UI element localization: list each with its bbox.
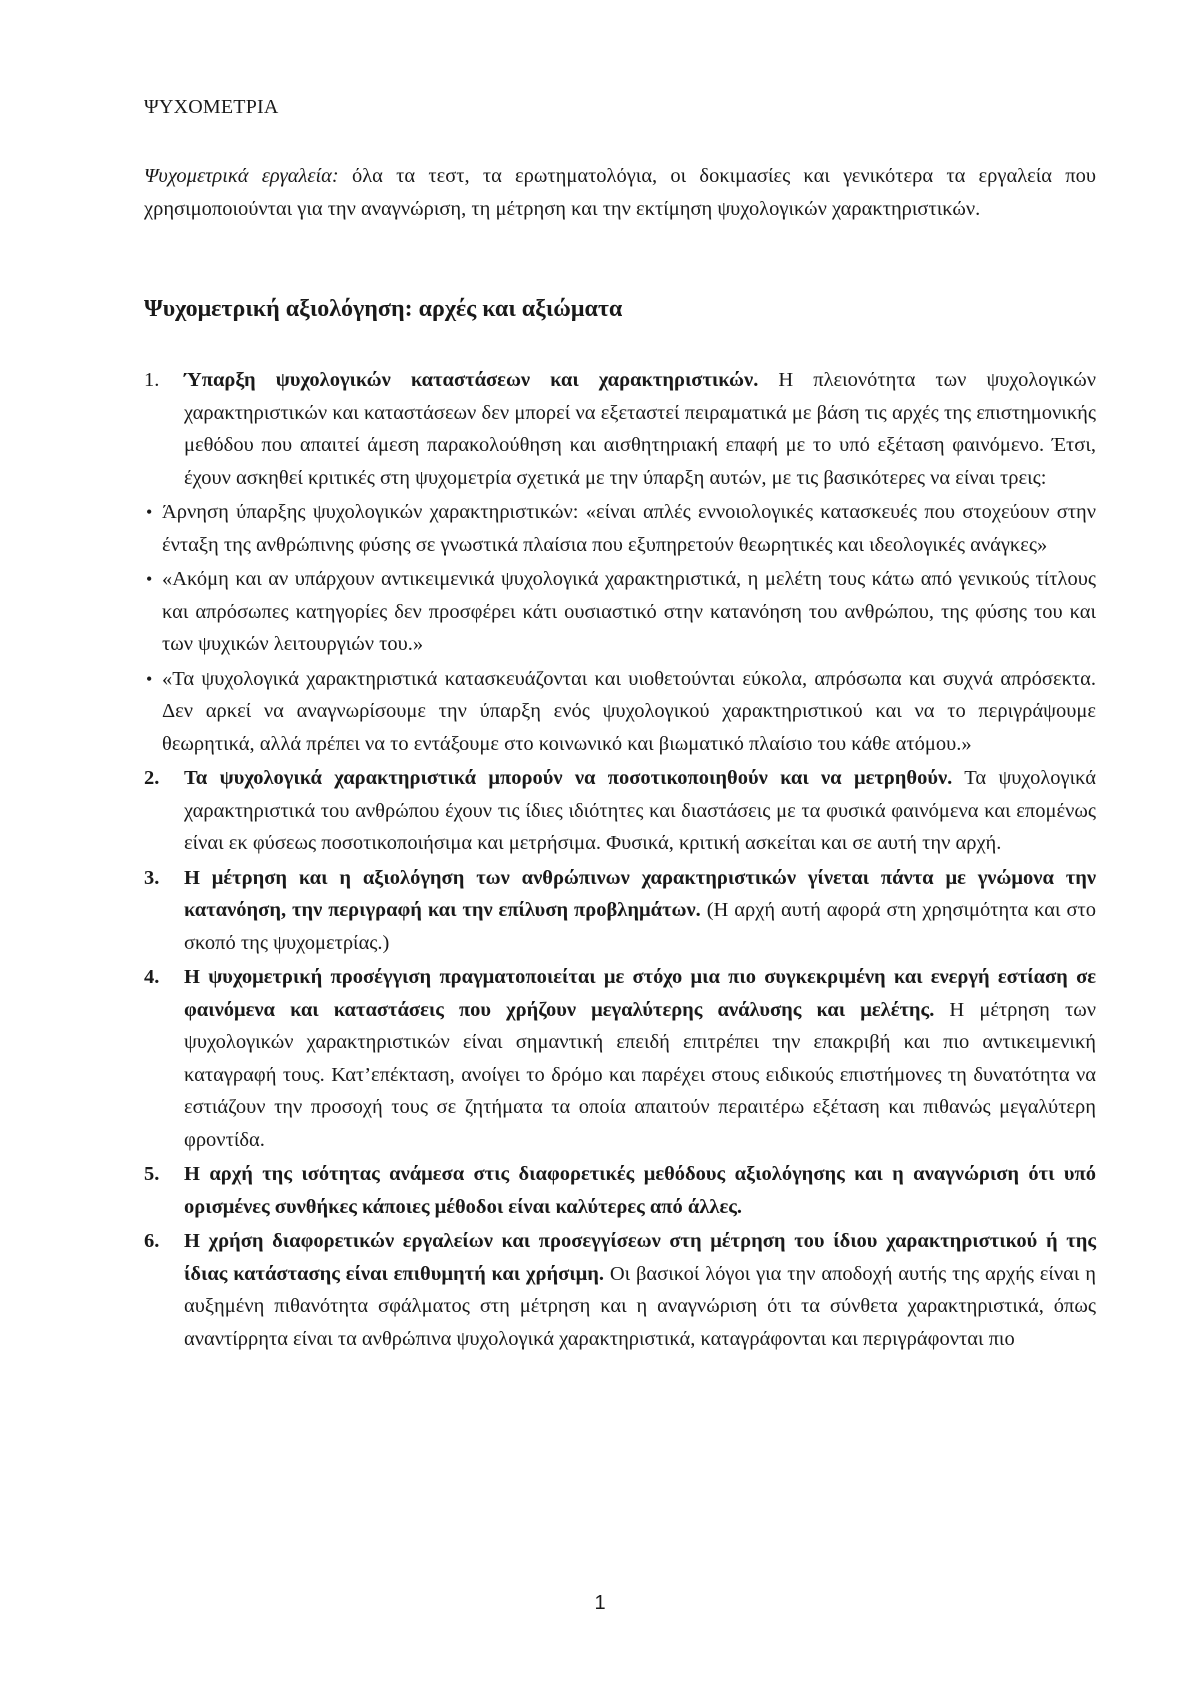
definition-paragraph [144,160,1096,225]
principle-lead: Η μέτρηση και η αξιολόγηση των ανθρώπινων χαρακτηριστικών γίνεται πάντα με γνώμονα την κατανόηση, την περιγραφή και την επίλυση προβλημάτων. [184,866,1096,921]
definition-text: όλα τα τεστ, τα ερωτηματολόγια, οι δοκιμασίες και γενικότερα τα εργαλεία που χρησιμοποιούνται για την αναγνώριση, τη μέτρηση και την εκτίμηση ψυχολογικών χαρακτηριστικών. [144,165,1096,220]
bullet-icon: • [146,668,153,689]
principle-lead: Η αρχή της ισότητας ανάμεσα στις διαφορετικές μεθόδους αξιολόγησης και η αναγνώριση ότι υπό ορισμένες συνθήκες κάποιες μέθοδοι είναι καλύτερες από άλλες. [184,1163,1096,1218]
document-title: ΨΥΧΟΜΕΤΡΙΑ [144,96,279,118]
principle-body: Η μέτρηση των ψυχολογικών χαρακτηριστικών είναι σημαντική επειδή επιτρέπει την επακριβή και πιο αντικειμενική καταγραφή τους. Κατ’επέκταση, ανοίγει το δρόμο και παρέχει στους ειδικούς επιστήμονες τη δυνατότητα να εστιάζουν την προσοχή τους σε ζητήματα τα οποία απαιτούν περαιτέρω εξέταση και πιθανώς μεγαλύτερη φροντίδα. [184,998,1096,1151]
section-heading: Ψυχομετρική αξιολόγηση: αρχές και αξιώματα [144,296,623,322]
principle-lead: Η ψυχομετρική προσέγγιση πραγματοποιείται με στόχο μια πιο συγκεκριμένη και ενεργή εστίαση σε φαινόμενα και καταστάσεις που χρήζουν μεγαλύτερης ανάλυσης και μελέτης. [184,966,1096,1021]
principle-body: Οι βασικοί λόγοι για την αποδοχή αυτής της αρχής είναι η αυξημένη πιθανότητα σφάλματος στη μέτρηση και η αναγνώριση ότι τα σύνθετα χαρακτηριστικά, όπως αναντίρρητα είναι τα ανθρώπινα ψυχολογικά χαρακτηριστικά, καταγράφονται και περιγράφονται πιο [184,1262,1096,1350]
bullet-text: «Ακόμη και αν υπάρχουν αντικειμενικά ψυχολογικά χαρακτηριστικά, η μελέτη τους κάτω από γενικούς τίτλους και απρόσωπες κατηγορίες δεν προσφέρει κάτι ουσιαστικό στην κατανόηση του ανθρώπου, της φύσης του και των ψυχικών λειτουργιών του.» [162,568,1096,655]
critique-bullet-3 [144,663,1096,761]
critique-bullet-2 [144,563,1096,661]
principle-lead: Η χρήση διαφορετικών εργαλείων και προσεγγίσεων στη μέτρηση του ίδιου χαρακτηριστικού ή της ίδιας κατάστασης είναι επιθυμητή και χρήσιμη. [184,1230,1096,1285]
principle-item-6 [144,1225,1096,1355]
critique-bullet-1 [144,496,1096,561]
list-number: 1. [144,369,160,391]
list-number: 6. [144,1230,160,1252]
principle-body: (Η αρχή αυτή αφορά στη χρησιμότητα και στο σκοπό της ψυχομετρίας.) [184,899,1096,954]
list-number: 5. [144,1163,160,1185]
principle-lead: Ύπαρξη ψυχολογικών καταστάσεων και χαρακτηριστικών. [184,369,759,391]
bullet-icon: • [146,569,153,589]
principle-item-5 [144,1158,1096,1223]
principle-lead: Τα ψυχολογικά χαρακτηριστικά μπορούν να ποσοτικοποιηθούν και να μετρηθούν. [184,767,953,789]
page-number: 1 [594,1592,606,1614]
bullet-icon: • [146,502,153,522]
bullet-text: Άρνηση ύπαρξης ψυχολογικών χαρακτηριστικών: «είναι απλές εννοιολογικές κατασκευές που στοχεύουν στην ένταξη της ανθρώπινης φύσης σε γνωστικά πλαίσια που εξυπηρετούν θεωρητικές και ιδεολογικές ανάγκες» [162,501,1096,556]
bullet-text: «Τα ψυχολογικά χαρακτηριστικά κατασκευάζονται και υιοθετούνται εύκολα, απρόσωπα και συχνά απρόσεκτα. Δεν αρκεί να αναγνωρίσουμε την ύπαρξη ενός ψυχολογικού χαρακτηριστικού και να το περιγράψουμε θεωρητικά, αλλά πρέπει να το εντάξουμε στο κοινωνικό και βιωματικό πλαίσιο του κάθε ατόμου.» [162,667,1096,755]
principle-item-2 [144,762,1096,860]
principle-body: Η πλειονότητα των ψυχολογικών χαρακτηριστικών και καταστάσεων δεν μπορεί να εξεταστεί πειραματικά με βάση τις αρχές της επιστημονικής μεθόδου που απαιτεί άμεση παρακολούθηση και αισθητηριακή επαφή με το υπό εξέταση φαινόμενο. Έτσι, έχουν ασκηθεί κριτικές στη ψυχομετρία σχετικά με την ύπαρξη αυτών, με τις βασικότερες να είναι τρεις: [184,369,1097,489]
principle-item-4 [144,961,1096,1156]
list-number: 2. [144,767,160,789]
principle-body: Τα ψυχολογικά χαρακτηριστικά του ανθρώπου έχουν τις ίδιες ιδιότητες και διαστάσεις με τα φυσικά φαινόμενα και επομένως είναι εκ φύσεως ποσοτικοποιήσιμα και μετρήσιμα. Φυσικά, κριτική ασκείται και σε αυτή την αρχή. [184,767,1096,854]
definition-term: Ψυχομετρικά εργαλεία: [144,165,339,187]
principle-item-1 [144,364,1096,494]
principle-item-3 [144,862,1096,960]
principles-list [144,364,1096,1357]
list-number: 3. [144,866,160,889]
list-number: 4. [144,966,160,988]
